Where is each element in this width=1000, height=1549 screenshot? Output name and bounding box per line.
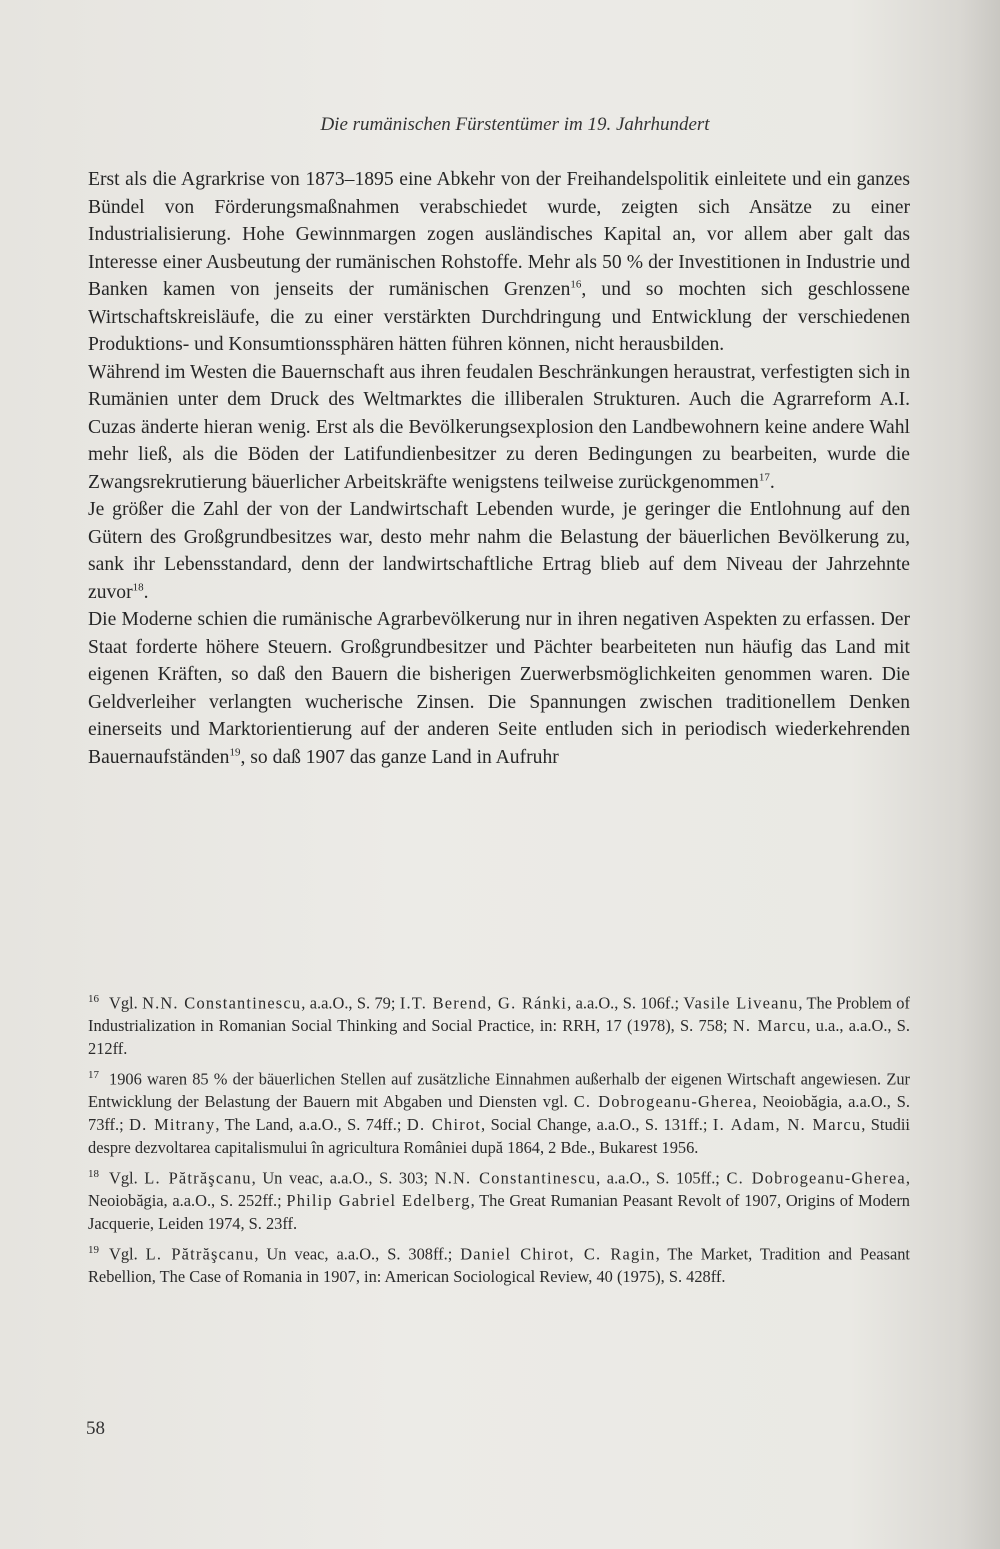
footnote-number: 16 [88,993,99,1005]
author-name: N.N. Constantinescu [434,1168,597,1188]
footnote-ref: 18 [132,580,144,593]
text-run: Während im Westen die Bauernschaft aus ihren feudalen Beschränkungen heraustrat, verfestigten sich in Rumänien unter dem Druck des Weltmarktes die illiberalen Strukturen. Auch die Agrarreform A.I. Cuzas änderte hieran wenig. Erst als die Bevölkerungsexplosion den Landbewohnern keine andere Wahl mehr ließ, als die Böden der Latifundienbesitzer zu deren Bedingungen zu bearbeiten, wurde die Zwangsrekrutierung bäuerlicher Arbeitskräfte wenigstens teilweise zurückgenommen [88,361,910,493]
footnote-number: 19 [88,1244,99,1257]
footnote-ref: 16 [570,278,582,291]
text-run: , Un veac, a.a.O., S. 303; [251,1168,435,1188]
author-name: D. Mitrany [129,1114,216,1134]
text-run: , a.a.O., S. 79; [301,993,400,1013]
text-run: 1906 waren 85 % der bäuerlichen Stellen auf zusätzliche Einnahmen außerhalb der eigenen Wirtschaft angewiesen. Zur Entwicklung der Belastung der Bauern mit Abgaben und Diensten vgl. [88,1069,910,1112]
text-run: , Un veac, a.a.O., S. 308ff.; [254,1244,461,1264]
text-run: . [769,471,775,493]
text-run: , und so mochten sich geschlossene Wirtschaftskreisläufe, die zu einer verstärkten Durchdringung und Entwicklung der verschiedenen Produktions- und Konsumtionssphären hätten führen können, nicht herausbilden. [88,279,910,355]
footnote [88,1064,910,1159]
author-name: I.T. Berend, G. Ránki [399,993,568,1013]
text-run: Je größer die Zahl der von der Landwirtschaft Lebenden wurde, je geringer die Entlohnung auf den Gütern des Großgrundbesitzes war, desto mehr nahm die Belastung der bäuerlichen Bevölkerung zu, sank ihr Lebensstandard, denn der landwirtschaftliche Ertrag blieb auf dem Niveau der Jahrzehnte zuvor [88,499,910,603]
author-name: Vasile Liveanu [683,993,799,1013]
text-run: Erst als die Agrarkrise von 1873–1895 eine Abkehr von der Freihandelspolitik einleitete und ein ganzes Bündel von Förderungsmaßnahmen verabschiedet wurde, zeigten sich Ansätze zu einer Industrialisierung. Hohe Gewinnmargen zogen ausländisches Kapital an, vor allem aber galt das Interesse einer Ausbeutung der rumänischen Rohstoffe. Mehr als 50 % der Investitionen in Industrie und Banken kamen von jenseits der rumänischen Grenzen [88,169,910,300]
text-run: , a.a.O., S. 105ff.; [596,1168,727,1188]
text-run: Die Moderne schien die rumänische Agrarbevölkerung nur in ihren negativen Aspekten zu erfassen. Der Staat forderte höhere Steuern. Großgrundbesitzer und Pächter bearbeiteten nun häufig das Land mit eigenen Kräften, so daß den Bauern die bisherigen Zuerwerbsmöglichkeiten genommen waren. Die Geldverleiher verlangten wucherische Zinsen. Die Spannungen zwischen traditionellem Denken einerseits und Marktorientierung auf der anderen Seite entluden sich in periodisch wiederkehrenden Bauernaufständen [88,609,910,768]
text-run: . [143,581,149,603]
text-run: , The Problem of Industrialization in Romanian Social Thinking and Social Practice, in: RRH, 17 (1978), S. 758; [88,993,910,1036]
text-run: , Social Change, a.a.O., S. 131ff.; [481,1114,713,1134]
author-name: I. Adam, N. Marcu [712,1114,862,1134]
paragraph [88,166,910,359]
text-run: , The Market, Tradition and Peasant Rebellion, The Case of Romania in 1907, in: American Sociological Review, 40 (1975), S. 428ff. [88,1244,910,1287]
text-run: , a.a.O., S. 106f.; [567,993,684,1013]
text-run: Vgl. [109,1168,145,1188]
footnote [88,988,910,1060]
body-text [88,166,910,771]
footnotes [88,988,910,1293]
text-run: , The Land, a.a.O., S. 74ff.; [215,1114,407,1134]
paragraph [88,606,910,771]
text-run: , Studii despre dezvoltarea capitalismului în agricultura României după 1864, 2 Bde., Bukarest 1956. [88,1114,910,1157]
author-name: Daniel Chirot, C. Ragin [460,1244,656,1264]
text-run: , Neoiobăgia, a.a.O., S. 252ff.; [88,1168,911,1211]
author-name: L. Pătrăşcanu [144,1168,252,1188]
text-run: , u.a., a.a.O., S. 212ff. [88,1016,910,1058]
author-name: N. Marcu [732,1016,807,1036]
text-run: , The Great Rumanian Peasant Revolt of 1907, Origins of Modern Jacquerie, Leiden 1974, S. 23ff. [88,1191,910,1233]
author-name: D. Chirot [406,1114,481,1134]
text-run: , Neoiobăgia, a.a.O., S. 73ff.; [88,1092,911,1134]
footnote [88,1163,910,1235]
footnote-number: 18 [88,1168,99,1181]
paragraph [88,359,910,497]
text-run: Vgl. [109,993,143,1013]
footnote-ref: 19 [229,745,241,758]
running-head: Die rumänischen Fürstentümer im 19. Jahrhundert [320,114,710,135]
author-name: N.N. Constantinescu [142,993,302,1013]
author-name: Philip Gabriel Edelberg [286,1191,471,1211]
footnote-ref: 17 [758,470,770,483]
page-number: 58 [86,1418,105,1439]
text-run: Vgl. [109,1244,146,1264]
author-name: C. Dobrogeanu-Gherea [726,1168,906,1188]
paragraph [88,496,910,606]
author-name: L. Pătrăşcanu [145,1244,255,1264]
author-name: C. Dobrogeanu-Gherea [573,1092,753,1112]
text-run: , so daß 1907 das ganze Land in Aufruhr [240,746,559,768]
footnote-number: 17 [88,1069,99,1082]
footnote [88,1239,910,1289]
